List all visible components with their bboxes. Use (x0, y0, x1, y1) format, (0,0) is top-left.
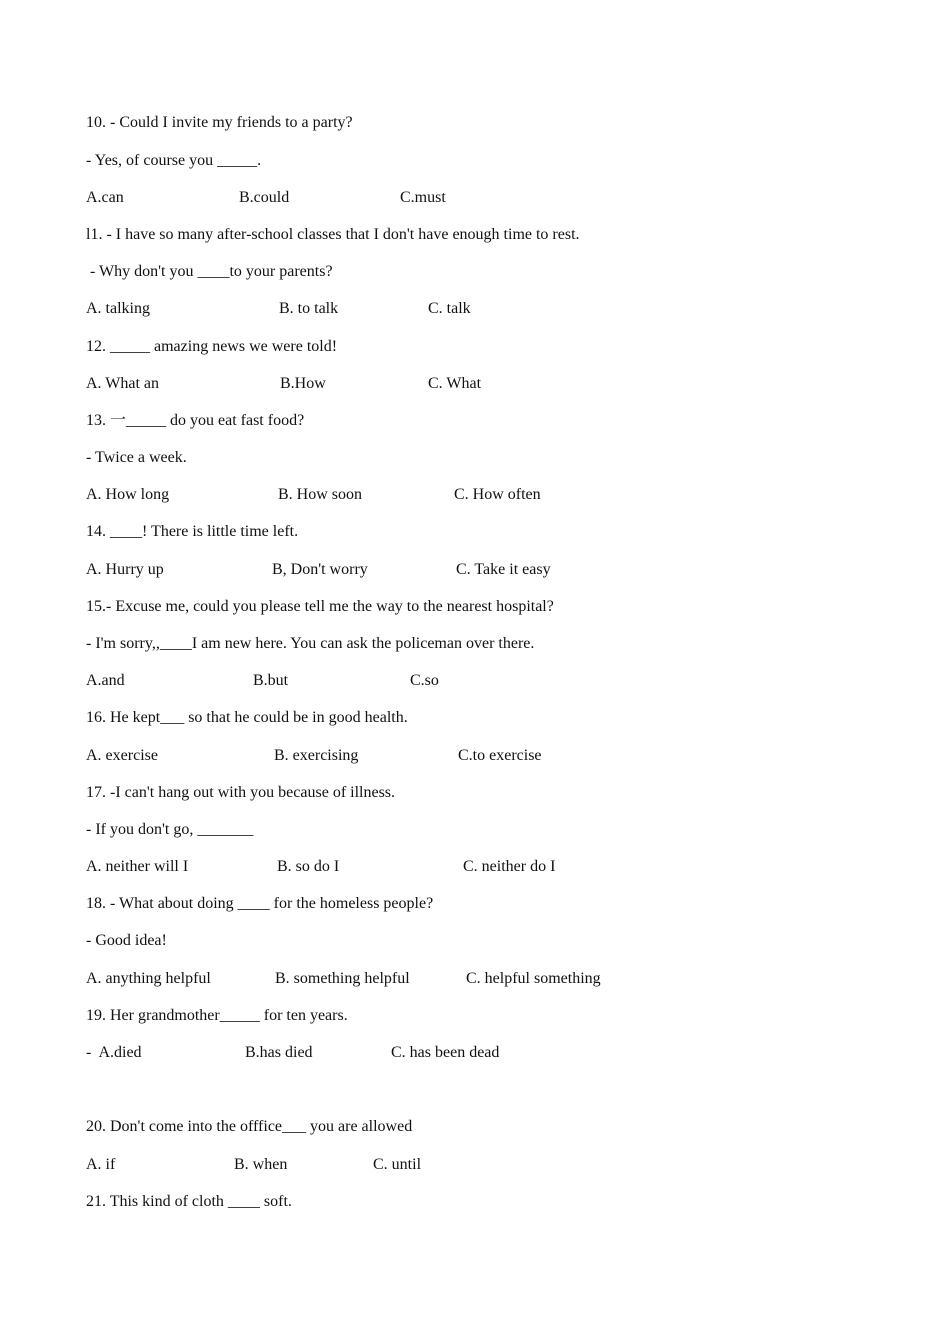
question-10-stem: 10. - Could I invite my friends to a party? (86, 114, 353, 131)
question-20-option-b: B. when (234, 1156, 288, 1173)
question-11-option-a: A. talking (86, 300, 150, 317)
question-18-option-a: A. anything helpful (86, 970, 211, 987)
question-12-option-b: B.How (280, 375, 326, 392)
question-11-response: - Why don't you ____to your parents? (86, 263, 333, 280)
question-14-stem: 14. ____! There is little time left. (86, 523, 299, 540)
question-17-option-c: C. neither do I (463, 858, 556, 875)
question-10-option-b: B.could (239, 189, 290, 206)
question-21-stem: 21. This kind of cloth ____ soft. (86, 1193, 292, 1210)
question-13-stem: 13. 一_____ do you eat fast food? (86, 412, 305, 429)
question-18-response: - Good idea! (86, 932, 167, 949)
question-19-option-b: B.has died (245, 1044, 313, 1061)
question-17-option-a: A. neither will I (86, 858, 189, 875)
question-16-option-b: B. exercising (274, 747, 359, 764)
question-14-option-c: C. Take it easy (456, 561, 551, 578)
question-13-option-c: C. How often (454, 486, 541, 503)
question-10-option-a: A.can (86, 189, 124, 206)
question-19-option-c: C. has been dead (391, 1044, 500, 1061)
question-16-option-c: C.to exercise (458, 747, 542, 764)
question-18-stem: 18. - What about doing ____ for the homeless people? (86, 895, 434, 912)
question-20-option-a: A. if (86, 1156, 116, 1173)
question-12-stem: 12. _____ amazing news we were told! (86, 338, 338, 355)
question-17-stem: 17. -I can't hang out with you because of illness. (86, 784, 396, 801)
question-13-option-a: A. How long (86, 486, 170, 503)
question-14-option-a: A. Hurry up (86, 561, 164, 578)
question-12-option-a: A. What an (86, 375, 160, 392)
question-19-option-a: - A.died (86, 1044, 142, 1061)
question-17-option-b: B. so do I (277, 858, 340, 875)
question-15-response: - I'm sorry,,____I am new here. You can ask the policeman over there. (86, 635, 535, 652)
question-14-option-b: B, Don't worry (272, 561, 368, 578)
question-13-response: - Twice a week. (86, 449, 187, 466)
question-15-option-a: A.and (86, 672, 125, 689)
question-10-option-c: C.must (400, 189, 446, 206)
question-15-option-c: C.so (410, 672, 439, 689)
question-17-response: - If you don't go, _______ (86, 821, 254, 838)
question-12-option-c: C. What (428, 375, 482, 392)
question-18-option-b: B. something helpful (275, 970, 410, 987)
question-15-option-b: B.but (253, 672, 289, 689)
question-13-option-b: B. How soon (278, 486, 363, 503)
question-10-response: - Yes, of course you _____. (86, 152, 262, 169)
question-16-option-a: A. exercise (86, 747, 158, 764)
question-15-stem: 15.- Excuse me, could you please tell me the way to the nearest hospital? (86, 598, 554, 615)
question-19-stem: 19. Her grandmother_____ for ten years. (86, 1007, 348, 1024)
question-20-option-c: C. until (373, 1156, 422, 1173)
question-20-stem: 20. Don't come into the offfice___ you are allowed (86, 1118, 413, 1135)
question-11-option-c: C. talk (428, 300, 471, 317)
question-16-stem: 16. He kept___ so that he could be in good health. (86, 709, 408, 726)
question-18-option-c: C. helpful something (466, 970, 601, 987)
question-11-option-b: B. to talk (279, 300, 339, 317)
question-11-stem: l1. - I have so many after-school classes that I don't have enough time to rest. (86, 226, 580, 243)
